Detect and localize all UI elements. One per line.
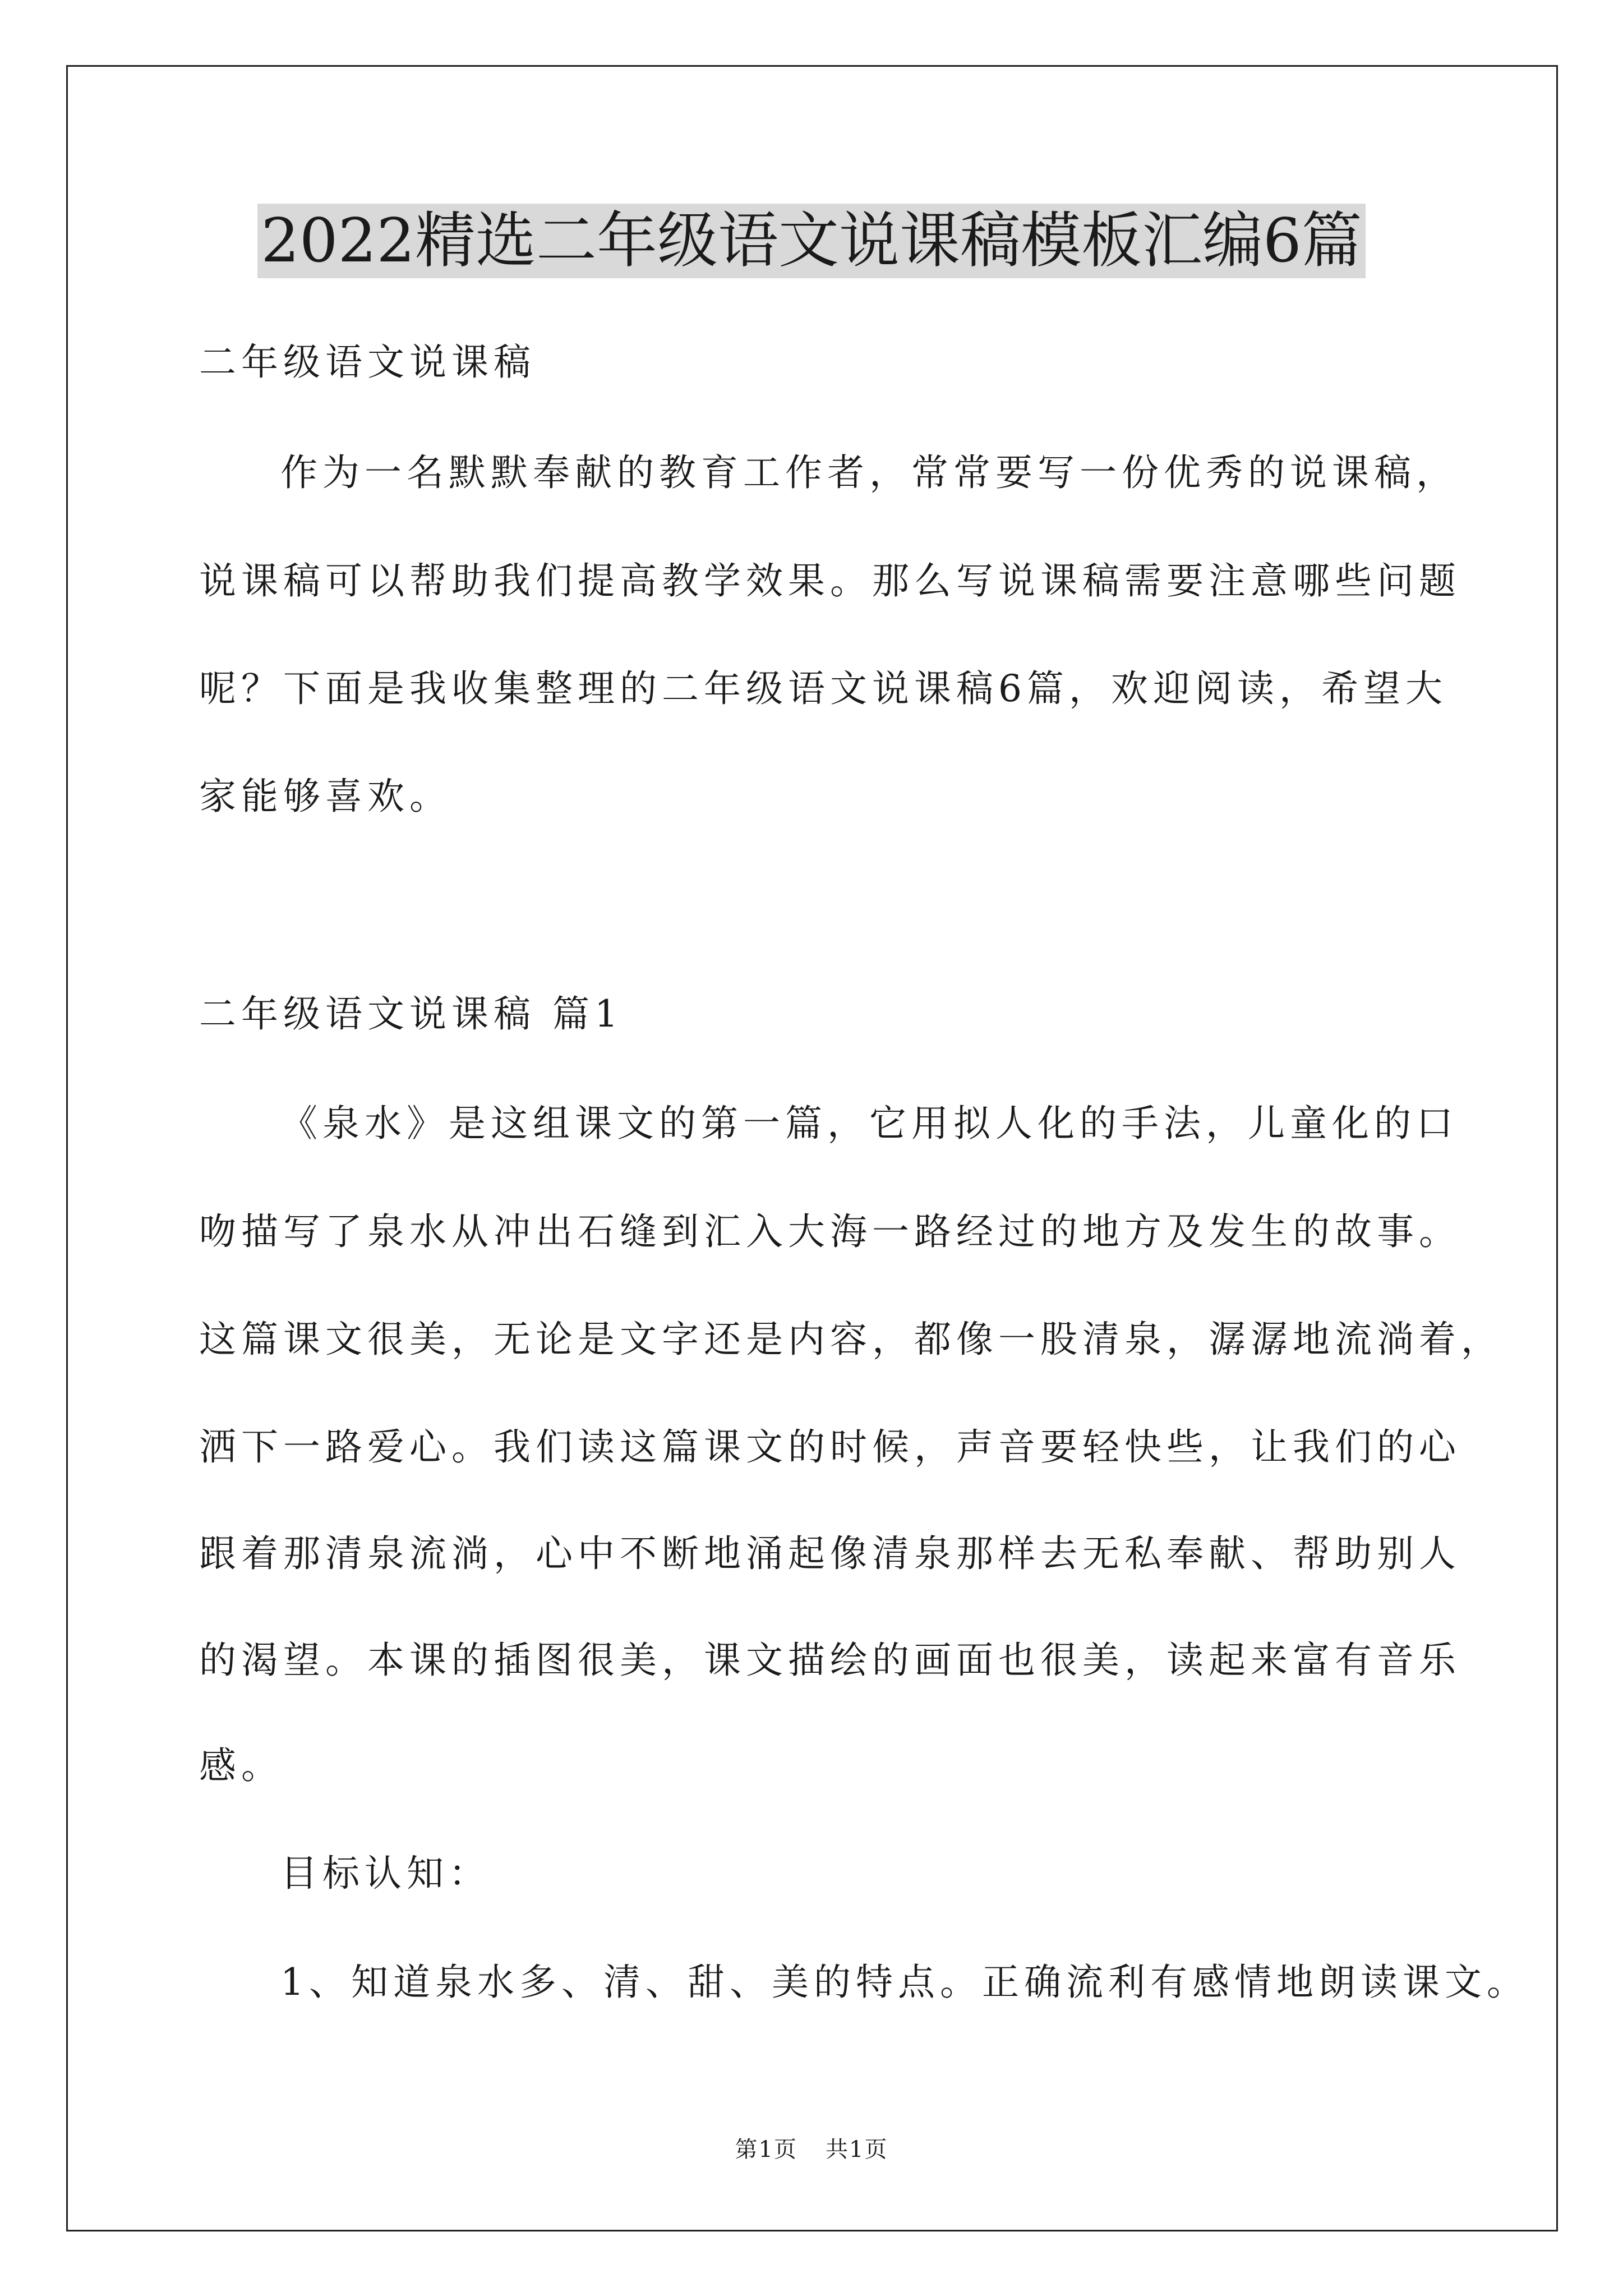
section-line-4: 洒下一路爱心。我们读这篇课文的时候，声音要轻快些，让我们的心 <box>199 1425 1461 1469</box>
page-total: 共1页 <box>826 2137 888 2162</box>
goal-label: 目标认知： <box>280 1852 491 1895</box>
section-line-3: 这篇课文很美，无论是文字还是内容，都像一股清泉，潺潺地流淌着， <box>199 1318 1503 1361</box>
goal-item-1: 1、知道泉水多、清、甜、美的特点。正确流利有感情地朗读课文。 <box>280 1961 1529 2004</box>
intro-line-4: 家能够喜欢。 <box>199 775 451 818</box>
intro-line-2: 说课稿可以帮助我们提高教学效果。那么写说课稿需要注意哪些问题 <box>199 559 1461 602</box>
section-heading: 二年级语文说课稿 篇1 <box>199 992 623 1036</box>
intro-line-1: 作为一名默默奉献的教育工作者，常常要写一份优秀的说课稿， <box>280 451 1458 494</box>
section-line-1: 《泉水》是这组课文的第一篇，它用拟人化的手法，儿童化的口 <box>280 1102 1458 1145</box>
section-line-6: 的渴望。本课的插图很美，课文描绘的画面也很美，读起来富有音乐 <box>199 1639 1461 1682</box>
document-title-text: 2022精选二年级语文说课稿模板汇编6篇 <box>257 204 1366 278</box>
intro-line-3: 呢？下面是我收集整理的二年级语文说课稿6篇，欢迎阅读，希望大 <box>199 667 1447 710</box>
section-line-7: 感。 <box>199 1744 283 1787</box>
page-current: 第1页 <box>735 2137 797 2162</box>
page-footer <box>0 2132 1623 2164</box>
intro-heading: 二年级语文说课稿 <box>199 341 536 384</box>
document-title <box>0 199 1623 283</box>
section-line-5: 跟着那清泉流淌，心中不断地涌起像清泉那样去无私奉献、帮助别人 <box>199 1532 1461 1575</box>
section-line-2: 吻描写了泉水从冲出石缝到汇入大海一路经过的地方及发生的故事。 <box>199 1210 1461 1253</box>
